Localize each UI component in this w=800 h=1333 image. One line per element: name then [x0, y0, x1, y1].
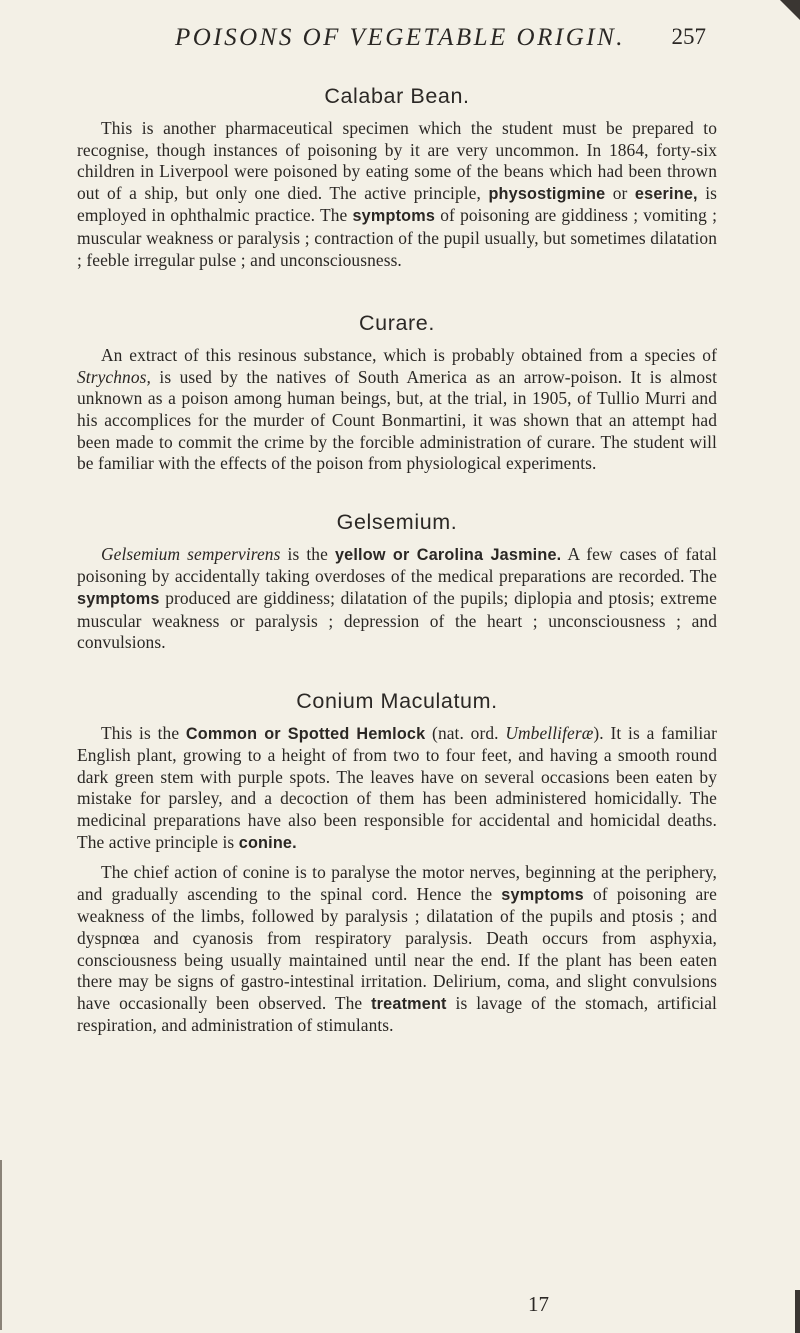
page-number: 257 — [671, 24, 706, 49]
page-edge-mark — [795, 1290, 800, 1333]
section-gelsemium — [77, 510, 717, 654]
paragraph: This is the Common or Spotted Hemlock (nat. ord. Umbelliferæ). It is a familiar English plant, growing to a height of from two to four feet, and having a smooth round dark green stem with purple spots. The leaves have on several occasions been eaten by mistake for parsley, and a decoction of them has been administered homicidally. The medicinal preparations have also been responsible for accidental and homicidal deaths. The active principle is conine. — [77, 722, 717, 852]
page-content — [77, 84, 717, 1037]
paragraph: An extract of this resinous substance, which is probably obtained from a species of Strychnos, is used by the natives of South America as an arrow-poison. It is almost unknown as a poison among human beings, but, at the trial, in 1905, of Tullio Murri and his accomplices for the murder of Count Bonmartini, it was shown that an attempt had been made to commit the crime by the forcible administration of curare. The student will be familiar with the effects of the poison from physiological experiments. — [77, 345, 717, 474]
section-conium-maculatum — [77, 689, 717, 1037]
running-title: POISONS OF VEGETABLE ORIGIN. — [174, 24, 626, 51]
signature-mark: 17 — [528, 1292, 549, 1316]
running-header — [0, 22, 800, 62]
paragraph: This is another pharmaceutical specimen which the student must be prepared to recognise, though instances of poisoning by it are very uncommon. In 1864, forty-six children in Liverpool were poisoned by eating some of the beans which had been thrown out of a ship, but only one died. The active principle, physostigmine or eserine, is employed in ophthalmic practice. The symptoms of poisoning are giddiness ; vomiting ; muscular weakness or paralysis ; contraction of the pupil usually, but sometimes dilatation ; feeble irregular pulse ; and unconsciousness. — [77, 118, 717, 270]
paragraph: The chief action of conine is to paralyse the motor nerves, beginning at the periphery, and gradually ascending to the spinal cord. Hence the symptoms of poisoning are weakness of the limbs, followed by paralysis ; dilatation of the pupils and ptosis ; and dyspnœa and cyanosis from respiratory paralysis. Death occurs from asphyxia, consciousness being usually maintained until near the end. If the plant has been eaten there may be signs of gastro-intestinal irritation. Delirium, coma, and slight convulsions have occasionally been observed. The treatment is lavage of the stomach, artificial respiration, and administration of stimulants. — [77, 862, 717, 1036]
section-heading: Gelsemium. — [336, 509, 458, 534]
section-calabar-bean — [77, 84, 717, 271]
section-heading: Calabar Bean. — [324, 84, 470, 108]
page-corner-mark — [778, 0, 800, 22]
section-heading: Conium Maculatum. — [296, 688, 498, 713]
section-curare — [77, 311, 717, 475]
binding-edge — [0, 1160, 2, 1330]
section-heading: Curare. — [359, 311, 435, 336]
paragraph: Gelsemium sempervirens is the yellow or Carolina Jasmine. A few cases of fatal poisoning by accidentally taking overdoses of the medical preparations are recorded. The symptoms produced are giddiness; dilatation of the pupils; diplopia and ptosis; extreme muscular weakness or paralysis ; depression of the heart ; unconsciousness ; and convulsions. — [77, 543, 717, 653]
